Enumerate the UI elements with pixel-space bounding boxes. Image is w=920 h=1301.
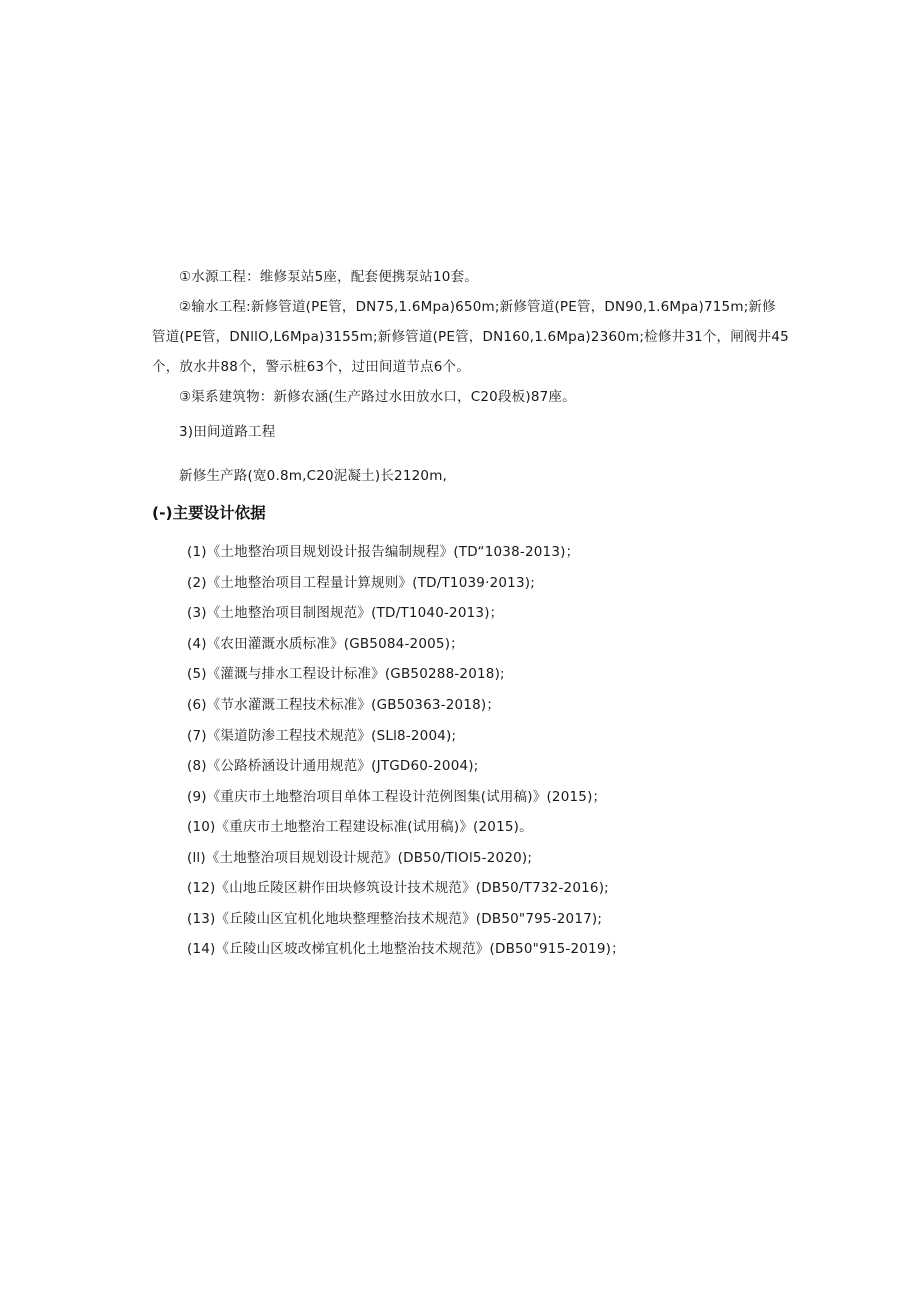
water-source-paragraph: ①水源工程：维修泵站5座，配套便携泵站10套。 bbox=[179, 269, 478, 285]
reference-item-10: (10)《重庆市土地整治工程建设标准(试用稿)》(2015)。 bbox=[187, 819, 533, 835]
water-transfer-line-1: ②输水工程:新修管道(PE管，DN75,1.6Mpa)650m;新修管道(PE管，DN90,1.6Mpa)715m;新修 bbox=[179, 299, 776, 315]
section-heading: (-)主要设计依据 bbox=[152, 504, 266, 522]
reference-item-3: (3)《土地整治项目制图规范》(TD/T1040-2013)； bbox=[187, 605, 504, 621]
reference-item-14: (14)《丘陵山区坡改梯宜机化土地整治技术规范》(DB50"915-2019)； bbox=[187, 941, 625, 957]
field-road-title: 3)田间道路工程 bbox=[179, 424, 276, 440]
reference-item-12: (12)《山地丘陵区耕作田块修筑设计技术规范》(DB50/T732-2016); bbox=[187, 880, 609, 896]
reference-item-1: (1)《土地整治项目规划设计报告编制规程》(TD“1038-2013)； bbox=[187, 544, 580, 560]
reference-item-9: (9)《重庆市土地整治项目单体工程设计范例图集(试用稿)》(2015)； bbox=[187, 789, 607, 805]
reference-item-8: (8)《公路桥涵设计通用规范》(JTGD60-2004); bbox=[187, 758, 479, 774]
reference-item-7: (7)《渠道防渗工程技术规范》(SLl8-2004); bbox=[187, 728, 457, 744]
water-transfer-line-3: 个，放水井88个，警示桩63个，过田间道节点6个。 bbox=[152, 359, 470, 375]
water-transfer-line-2: 管道(PE管，DNllO,L6Mpa)3155m;新修管道(PE管，DN160,1.6Mpa)2360m;检修井31个，闸阀井45 bbox=[152, 329, 789, 345]
reference-item-5: (5)《灌溉与排水工程设计标准》(GB50288-2018); bbox=[187, 666, 505, 682]
canal-structures-paragraph: ③渠系建筑物：新修农涵(生产路过水田放水口，C20段板)87座。 bbox=[179, 389, 576, 405]
reference-item-13: (13)《丘陵山区宜机化地块整理整治技术规范》(DB50"795-2017); bbox=[187, 911, 603, 927]
field-road-detail: 新修生产路(宽0.8m,C20泥凝土)长2120m, bbox=[179, 468, 448, 484]
reference-item-11: (ll)《土地整治项目规划设计规范》(DB50∕TIOl5-2020); bbox=[187, 850, 533, 866]
reference-item-6: (6)《节水灌溉工程技术标准》(GB50363-2018)； bbox=[187, 697, 501, 713]
reference-item-4: (4)《农田灌溉水质标准》(GB5084-2005)； bbox=[187, 636, 464, 652]
reference-item-2: (2)《土地整治项目工程量计算规则》(TD/T1039·2013); bbox=[187, 575, 535, 591]
